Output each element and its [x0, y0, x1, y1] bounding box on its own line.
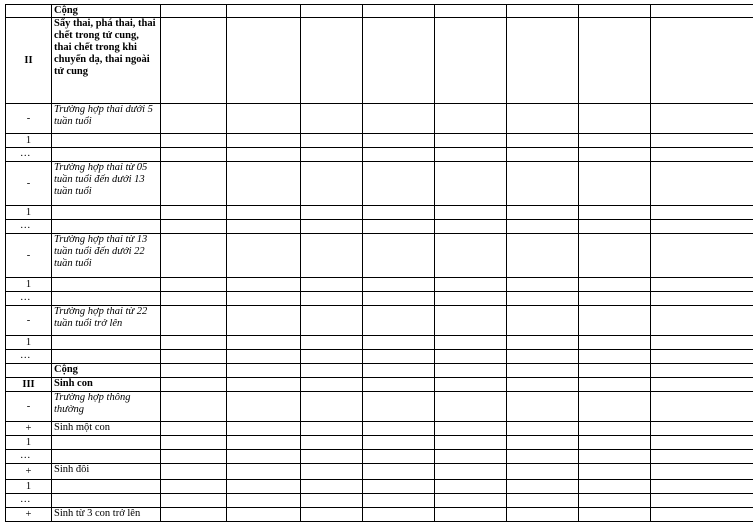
empty-cell [579, 18, 651, 104]
row-number-cell: - [6, 392, 52, 422]
empty-cell [579, 392, 651, 422]
row-label-cell: Sẩy thai, phá thai, thai chết trong tử cung, thai chết trong khi chuyển dạ, thai ngoài tử cung [52, 18, 161, 104]
table-row [6, 134, 753, 148]
empty-cell [579, 292, 651, 306]
empty-cell [161, 5, 227, 18]
empty-cell [579, 148, 651, 162]
empty-cell [651, 378, 753, 392]
empty-cell [227, 18, 301, 104]
empty-cell [227, 450, 301, 464]
table-row [6, 392, 753, 422]
empty-cell [651, 450, 753, 464]
empty-cell [579, 5, 651, 18]
row-number-cell: 1 [6, 436, 52, 450]
empty-cell [579, 234, 651, 278]
row-label-cell: Trường hợp thông thường [52, 392, 161, 422]
empty-cell [301, 464, 363, 480]
row-label-cell [52, 292, 161, 306]
table-row [6, 220, 753, 234]
row-label-cell [52, 450, 161, 464]
empty-cell [579, 220, 651, 234]
empty-cell [435, 104, 507, 134]
empty-cell [507, 206, 579, 220]
empty-cell [227, 378, 301, 392]
empty-cell [507, 422, 579, 436]
empty-cell [227, 162, 301, 206]
empty-cell [507, 162, 579, 206]
empty-cell [227, 422, 301, 436]
empty-cell [651, 278, 753, 292]
row-number-cell: + [6, 422, 52, 436]
empty-cell [363, 292, 435, 306]
empty-cell [507, 278, 579, 292]
empty-cell [507, 480, 579, 494]
empty-cell [507, 5, 579, 18]
table-row [6, 162, 753, 206]
empty-cell [227, 480, 301, 494]
row-label-cell: Cộng [52, 364, 161, 378]
empty-cell [651, 104, 753, 134]
row-number-cell: 1 [6, 278, 52, 292]
empty-cell [651, 220, 753, 234]
empty-cell [579, 350, 651, 364]
empty-cell [363, 5, 435, 18]
table-row [6, 278, 753, 292]
empty-cell [301, 508, 363, 522]
table-row [6, 494, 753, 508]
row-number-cell: - [6, 234, 52, 278]
empty-cell [301, 378, 363, 392]
empty-cell [301, 278, 363, 292]
empty-cell [435, 480, 507, 494]
empty-cell [435, 306, 507, 336]
empty-cell [651, 134, 753, 148]
empty-cell [507, 18, 579, 104]
empty-cell [227, 336, 301, 350]
empty-cell [301, 494, 363, 508]
empty-cell [435, 392, 507, 422]
empty-cell [579, 134, 651, 148]
empty-cell [507, 234, 579, 278]
empty-cell [161, 350, 227, 364]
empty-cell [363, 450, 435, 464]
table-row [6, 18, 753, 104]
empty-cell [435, 134, 507, 148]
empty-cell [161, 104, 227, 134]
empty-cell [301, 234, 363, 278]
empty-cell [161, 18, 227, 104]
empty-cell [227, 292, 301, 306]
empty-cell [435, 464, 507, 480]
row-number-cell: + [6, 508, 52, 522]
empty-cell [435, 278, 507, 292]
empty-cell [651, 464, 753, 480]
empty-cell [507, 104, 579, 134]
empty-cell [363, 162, 435, 206]
empty-cell [435, 220, 507, 234]
empty-cell [227, 392, 301, 422]
empty-cell [301, 350, 363, 364]
empty-cell [363, 508, 435, 522]
row-label-cell: Trường hợp thai từ 13 tuần tuổi đến dưới 22 tuần tuổi [52, 234, 161, 278]
empty-cell [161, 494, 227, 508]
row-label-cell: Sinh đôi [52, 464, 161, 480]
empty-cell [651, 148, 753, 162]
empty-cell [161, 162, 227, 206]
row-number-cell: … [6, 494, 52, 508]
row-label-cell: Sinh một con [52, 422, 161, 436]
empty-cell [507, 364, 579, 378]
row-label-cell: Trường hợp thai từ 22 tuần tuổi trở lên [52, 306, 161, 336]
empty-cell [161, 450, 227, 464]
row-number-cell: III [6, 378, 52, 392]
empty-cell [161, 364, 227, 378]
empty-cell [227, 306, 301, 336]
row-number-cell: - [6, 162, 52, 206]
empty-cell [161, 278, 227, 292]
empty-cell [651, 508, 753, 522]
report-table [5, 4, 753, 522]
empty-cell [579, 206, 651, 220]
empty-cell [435, 508, 507, 522]
empty-cell [579, 162, 651, 206]
empty-cell [363, 494, 435, 508]
empty-cell [161, 220, 227, 234]
empty-cell [579, 336, 651, 350]
table-row [6, 104, 753, 134]
empty-cell [579, 464, 651, 480]
empty-cell [363, 234, 435, 278]
empty-cell [301, 292, 363, 306]
empty-cell [301, 220, 363, 234]
empty-cell [301, 206, 363, 220]
row-number-cell: - [6, 104, 52, 134]
empty-cell [363, 336, 435, 350]
empty-cell [227, 508, 301, 522]
row-label-cell [52, 480, 161, 494]
empty-cell [363, 350, 435, 364]
row-number-cell: 1 [6, 336, 52, 350]
row-label-cell [52, 134, 161, 148]
row-number-cell [6, 5, 52, 18]
empty-cell [507, 494, 579, 508]
empty-cell [301, 5, 363, 18]
empty-cell [301, 306, 363, 336]
empty-cell [161, 464, 227, 480]
empty-cell [161, 206, 227, 220]
table-row [6, 336, 753, 350]
row-label-cell [52, 278, 161, 292]
table-row [6, 464, 753, 480]
empty-cell [227, 104, 301, 134]
empty-cell [161, 508, 227, 522]
empty-cell [227, 206, 301, 220]
empty-cell [301, 18, 363, 104]
empty-cell [363, 306, 435, 336]
empty-cell [651, 162, 753, 206]
row-number-cell: 1 [6, 134, 52, 148]
row-label-cell: Sinh con [52, 378, 161, 392]
row-label-cell [52, 436, 161, 450]
empty-cell [507, 464, 579, 480]
empty-cell [435, 494, 507, 508]
empty-cell [301, 450, 363, 464]
empty-cell [301, 336, 363, 350]
empty-cell [227, 148, 301, 162]
empty-cell [363, 278, 435, 292]
empty-cell [651, 336, 753, 350]
empty-cell [435, 162, 507, 206]
empty-cell [435, 378, 507, 392]
row-label-cell [52, 148, 161, 162]
table-row [6, 306, 753, 336]
table-row [6, 480, 753, 494]
empty-cell [363, 464, 435, 480]
empty-cell [651, 494, 753, 508]
empty-cell [363, 378, 435, 392]
empty-cell [507, 392, 579, 422]
empty-cell [435, 18, 507, 104]
empty-cell [579, 450, 651, 464]
empty-cell [579, 494, 651, 508]
empty-cell [301, 162, 363, 206]
empty-cell [579, 306, 651, 336]
empty-cell [363, 206, 435, 220]
empty-cell [161, 480, 227, 494]
empty-cell [507, 350, 579, 364]
empty-cell [651, 480, 753, 494]
empty-cell [579, 436, 651, 450]
empty-cell [161, 378, 227, 392]
row-number-cell: … [6, 292, 52, 306]
row-label-cell: Trường hợp thai dưới 5 tuần tuổi [52, 104, 161, 134]
empty-cell [301, 480, 363, 494]
empty-cell [651, 350, 753, 364]
empty-cell [227, 350, 301, 364]
row-number-cell: - [6, 306, 52, 336]
row-label-cell [52, 350, 161, 364]
empty-cell [301, 392, 363, 422]
empty-cell [435, 450, 507, 464]
empty-cell [363, 104, 435, 134]
empty-cell [161, 134, 227, 148]
empty-cell [435, 206, 507, 220]
table-row [6, 350, 753, 364]
empty-cell [301, 436, 363, 450]
table-row [6, 234, 753, 278]
row-number-cell: + [6, 464, 52, 480]
table-row [6, 148, 753, 162]
empty-cell [363, 134, 435, 148]
empty-cell [227, 364, 301, 378]
row-number-cell: … [6, 148, 52, 162]
empty-cell [435, 292, 507, 306]
empty-cell [161, 422, 227, 436]
empty-cell [435, 436, 507, 450]
empty-cell [507, 378, 579, 392]
empty-cell [651, 306, 753, 336]
row-number-cell: … [6, 450, 52, 464]
empty-cell [507, 306, 579, 336]
empty-cell [507, 336, 579, 350]
empty-cell [161, 392, 227, 422]
table-row [6, 508, 753, 522]
empty-cell [579, 104, 651, 134]
empty-cell [579, 364, 651, 378]
row-number-cell [6, 364, 52, 378]
row-label-cell [52, 336, 161, 350]
empty-cell [651, 364, 753, 378]
empty-cell [651, 5, 753, 18]
table-row [6, 5, 753, 18]
row-number-cell: II [6, 18, 52, 104]
empty-cell [301, 422, 363, 436]
empty-cell [227, 278, 301, 292]
empty-cell [161, 234, 227, 278]
empty-cell [227, 220, 301, 234]
empty-cell [507, 134, 579, 148]
row-label-cell: Sinh từ 3 con trở lên [52, 508, 161, 522]
row-label-cell [52, 220, 161, 234]
empty-cell [301, 134, 363, 148]
empty-cell [363, 436, 435, 450]
empty-cell [363, 422, 435, 436]
empty-cell [507, 436, 579, 450]
empty-cell [507, 508, 579, 522]
row-label-cell [52, 206, 161, 220]
empty-cell [435, 422, 507, 436]
table-row [6, 206, 753, 220]
table-row [6, 364, 753, 378]
empty-cell [507, 148, 579, 162]
empty-cell [579, 378, 651, 392]
empty-cell [651, 234, 753, 278]
empty-cell [435, 234, 507, 278]
empty-cell [507, 292, 579, 306]
empty-cell [651, 436, 753, 450]
empty-cell [363, 364, 435, 378]
empty-cell [507, 220, 579, 234]
empty-cell [435, 364, 507, 378]
empty-cell [435, 148, 507, 162]
empty-cell [435, 336, 507, 350]
empty-cell [161, 336, 227, 350]
row-number-cell: … [6, 350, 52, 364]
empty-cell [363, 480, 435, 494]
empty-cell [435, 5, 507, 18]
empty-cell [227, 5, 301, 18]
empty-cell [161, 436, 227, 450]
row-label-cell: Cộng [52, 5, 161, 18]
empty-cell [363, 220, 435, 234]
table-row [6, 378, 753, 392]
empty-cell [161, 148, 227, 162]
table-row [6, 422, 753, 436]
empty-cell [651, 18, 753, 104]
row-label-cell [52, 494, 161, 508]
empty-cell [301, 148, 363, 162]
empty-cell [363, 148, 435, 162]
empty-cell [651, 292, 753, 306]
empty-cell [227, 494, 301, 508]
empty-cell [363, 392, 435, 422]
empty-cell [579, 508, 651, 522]
row-number-cell: 1 [6, 206, 52, 220]
empty-cell [161, 292, 227, 306]
report-table-body [6, 5, 753, 522]
empty-cell [301, 364, 363, 378]
empty-cell [301, 104, 363, 134]
empty-cell [651, 422, 753, 436]
empty-cell [507, 450, 579, 464]
table-row [6, 436, 753, 450]
empty-cell [579, 480, 651, 494]
row-label-cell: Trường hợp thai từ 05 tuần tuổi đến dưới 13 tuần tuổi [52, 162, 161, 206]
empty-cell [227, 134, 301, 148]
empty-cell [227, 464, 301, 480]
empty-cell [435, 350, 507, 364]
row-number-cell: … [6, 220, 52, 234]
row-number-cell: 1 [6, 480, 52, 494]
table-row [6, 292, 753, 306]
table-row [6, 450, 753, 464]
empty-cell [363, 18, 435, 104]
empty-cell [579, 278, 651, 292]
empty-cell [579, 422, 651, 436]
empty-cell [651, 392, 753, 422]
empty-cell [227, 436, 301, 450]
empty-cell [161, 306, 227, 336]
empty-cell [227, 234, 301, 278]
empty-cell [651, 206, 753, 220]
